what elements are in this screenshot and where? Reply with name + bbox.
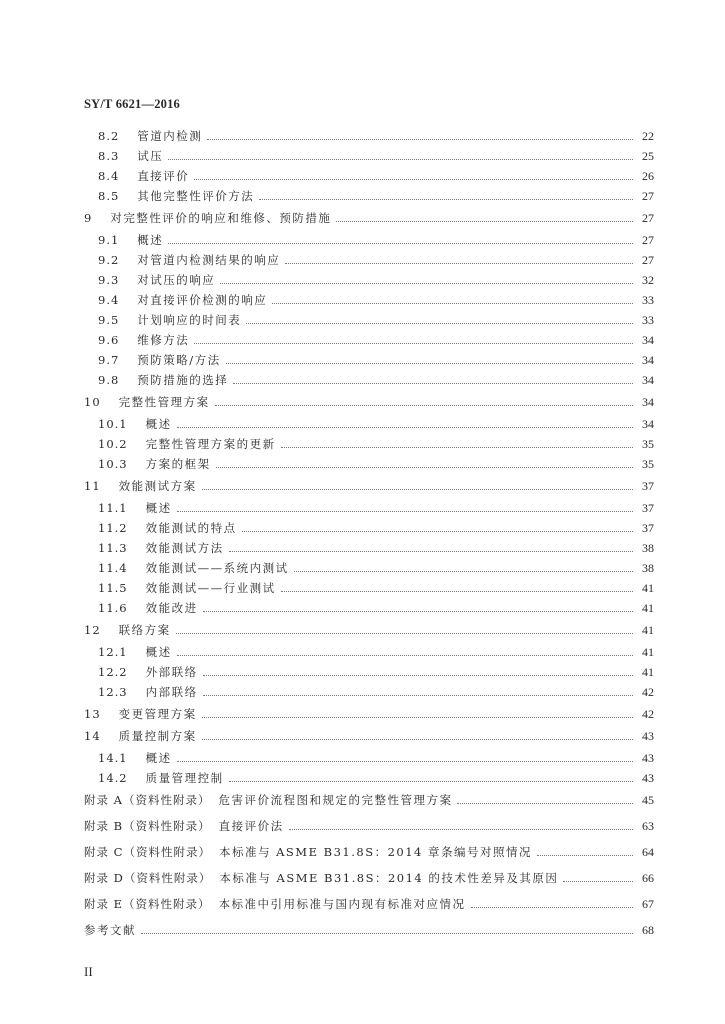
toc-entry[interactable] <box>84 270 654 290</box>
toc-entry-number: 8.4 <box>98 169 120 183</box>
toc-entry-page: 42 <box>642 684 654 699</box>
toc-entry-title: 本标准与 ASME B31.8S：2014 的技术性差异及其原因 <box>219 871 559 885</box>
toc-entry-title: 外部联络 <box>145 665 198 679</box>
dot-leader <box>272 302 633 304</box>
toc-entry-number: 11.1 <box>98 501 128 515</box>
toc-entry-page: 43 <box>642 750 654 765</box>
toc-entry-title: 对完整性评价的响应和维修、预防措施 <box>110 211 332 225</box>
dot-leader <box>281 590 633 592</box>
toc-entry-title: 概述 <box>145 417 172 431</box>
toc-entry-page: 25 <box>642 148 654 163</box>
toc-entry[interactable] <box>84 186 654 206</box>
dot-leader <box>203 610 633 612</box>
toc-entry[interactable] <box>84 350 654 370</box>
toc-entry-number: 12 <box>84 623 101 637</box>
dot-leader <box>289 828 633 830</box>
toc-entry-page: 63 <box>642 818 654 833</box>
toc-entry-number: 10.2 <box>98 437 128 451</box>
toc-entry-page: 34 <box>642 352 654 367</box>
toc-entry-title: 预防措施的选择 <box>137 373 229 387</box>
toc-entry-number: 9.8 <box>98 373 120 387</box>
dot-leader <box>246 322 633 324</box>
dot-leader <box>177 760 633 762</box>
dot-leader <box>177 426 633 428</box>
toc-entry-page: 42 <box>642 706 654 721</box>
dot-leader <box>141 932 633 934</box>
toc-entry-page: 33 <box>642 292 654 307</box>
toc-entry[interactable] <box>84 126 654 146</box>
toc-entry[interactable] <box>84 290 654 310</box>
dot-leader <box>563 880 633 882</box>
toc-entry-title: 危害评价流程图和规定的完整性管理方案 <box>218 793 453 807</box>
toc-entry[interactable] <box>84 476 654 496</box>
toc-entry-title: 效能测试方法 <box>145 541 224 555</box>
toc-entry[interactable] <box>84 166 654 186</box>
dot-leader <box>202 738 633 740</box>
toc-entry[interactable] <box>84 146 654 166</box>
toc-entry-title: 试压 <box>137 149 164 163</box>
toc-entry[interactable] <box>84 768 654 788</box>
toc-entry-title: 质量控制方案 <box>118 729 197 743</box>
dot-leader <box>259 198 633 200</box>
toc-entry-number: 11.5 <box>98 581 128 595</box>
dot-leader <box>242 530 633 532</box>
dot-leader <box>216 466 633 468</box>
toc-entry-title: 效能改进 <box>145 601 198 615</box>
toc-entry-title: 方案的框架 <box>145 457 211 471</box>
toc-entry-title: 计划响应的时间表 <box>137 313 242 327</box>
toc-entry-title: 对试压的响应 <box>137 273 216 287</box>
toc-entry-number: 14 <box>84 729 101 743</box>
toc-entry[interactable] <box>84 662 654 682</box>
toc-entry-number: 14.2 <box>98 771 128 785</box>
dot-leader <box>471 906 633 908</box>
toc-entry-page: 43 <box>642 770 654 785</box>
toc-entry-number: 附录 A（资料性附录） <box>84 793 211 807</box>
toc-entry[interactable] <box>84 370 654 390</box>
toc-entry-title: 参考文献 <box>84 923 136 937</box>
toc-entry-page: 35 <box>642 436 654 451</box>
toc-entry[interactable] <box>84 920 654 940</box>
toc-entry[interactable] <box>84 498 654 518</box>
toc-entry-page: 32 <box>642 272 654 287</box>
toc-entry-page: 34 <box>642 372 654 387</box>
toc-entry-title: 对管道内检测结果的响应 <box>137 253 281 267</box>
toc-entry-page: 27 <box>642 252 654 267</box>
toc-entry-number: 9.3 <box>98 273 120 287</box>
toc-entry[interactable] <box>84 790 654 810</box>
toc-entry[interactable] <box>84 642 654 662</box>
toc-entry-page: 26 <box>642 168 654 183</box>
toc-entry[interactable] <box>84 842 654 862</box>
dot-leader <box>457 802 633 804</box>
toc-entry-number: 9.2 <box>98 253 120 267</box>
toc-entry-page: 38 <box>642 540 654 555</box>
toc-entry-number: 12.2 <box>98 665 128 679</box>
dot-leader <box>176 632 633 634</box>
toc-entry-number: 10 <box>84 395 101 409</box>
toc-entry-title: 直接评价 <box>137 169 190 183</box>
toc-entry-page: 27 <box>642 232 654 247</box>
dot-leader <box>168 242 633 244</box>
dot-leader <box>281 446 633 448</box>
toc-entry-number: 9.7 <box>98 353 120 367</box>
toc-entry-title: 质量管理控制 <box>145 771 224 785</box>
toc-entry-page: 41 <box>642 600 654 615</box>
toc-entry-title: 效能测试——行业测试 <box>145 581 276 595</box>
toc-entry-number: 11.6 <box>98 601 128 615</box>
toc-entry-page: 37 <box>642 520 654 535</box>
dot-leader <box>537 854 633 856</box>
toc-entry-number: 12.1 <box>98 645 128 659</box>
toc-entry-number: 9.5 <box>98 313 120 327</box>
toc-entry-number: 附录 C（资料性附录） <box>84 845 211 859</box>
toc-entry-title: 本标准中引用标准与国内现有标准对应情况 <box>218 897 466 911</box>
toc-entry-page: 38 <box>642 560 654 575</box>
toc-entry[interactable] <box>84 434 654 454</box>
toc-entry-page: 34 <box>642 416 654 431</box>
toc-entry-title: 概述 <box>145 751 172 765</box>
toc-entry-page: 34 <box>642 394 654 409</box>
dot-leader <box>233 382 633 384</box>
dot-leader <box>226 362 633 364</box>
toc-entry-title: 概述 <box>145 645 172 659</box>
toc-entry-number: 11.4 <box>98 561 128 575</box>
toc-entry-page: 41 <box>642 580 654 595</box>
toc-entry[interactable] <box>84 392 654 412</box>
toc-entry[interactable] <box>84 816 654 836</box>
toc-entry-number: 附录 B（资料性附录） <box>84 819 211 833</box>
dot-leader <box>220 282 633 284</box>
toc-entry-number: 14.1 <box>98 751 128 765</box>
toc-entry-title: 效能测试——系统内测试 <box>145 561 289 575</box>
toc-entry-title: 本标准与 ASME B31.8S：2014 章条编号对照情况 <box>218 845 532 859</box>
toc-entry-title: 效能测试方案 <box>118 479 197 493</box>
toc-entry-number: 8.2 <box>98 129 120 143</box>
toc-entry[interactable] <box>84 894 654 914</box>
toc-entry-number: 10.1 <box>98 417 128 431</box>
dot-leader <box>177 654 633 656</box>
dot-leader <box>203 674 633 676</box>
toc-entry-title: 维修方法 <box>137 333 190 347</box>
toc-entry-page: 27 <box>642 210 654 225</box>
toc-entry-page: 41 <box>642 622 654 637</box>
toc-entry-title: 其他完整性评价方法 <box>137 189 255 203</box>
toc-entry[interactable] <box>84 250 654 270</box>
dot-leader <box>202 716 633 718</box>
toc-entry-number: 11.2 <box>98 521 128 535</box>
toc-entry[interactable] <box>84 310 654 330</box>
toc-entry[interactable] <box>84 538 654 558</box>
toc-entry-page: 68 <box>642 922 654 937</box>
toc-entry-title: 概述 <box>137 233 164 247</box>
toc-entry-page: 27 <box>642 188 654 203</box>
toc-entry-number: 12.3 <box>98 685 128 699</box>
toc-entry-title: 完整性管理方案的更新 <box>145 437 276 451</box>
dot-leader <box>194 178 633 180</box>
toc-entry-title: 效能测试的特点 <box>145 521 237 535</box>
toc-entry[interactable] <box>84 578 654 598</box>
toc-entry-number: 11 <box>84 479 101 493</box>
toc-entry-title: 预防策略/方法 <box>137 353 221 367</box>
toc-entry[interactable] <box>84 726 654 746</box>
toc-entry-title: 概述 <box>145 501 172 515</box>
toc-entry-title: 变更管理方案 <box>118 707 197 721</box>
toc-entry-title: 联络方案 <box>118 623 171 637</box>
toc-entry-page: 41 <box>642 664 654 679</box>
toc-entry[interactable] <box>84 704 654 724</box>
toc-entry[interactable] <box>84 330 654 350</box>
page-number-footer: II <box>84 964 93 979</box>
toc-entry-number: 附录 D（资料性附录） <box>84 871 212 885</box>
dot-leader <box>177 510 633 512</box>
toc-entry-page: 43 <box>642 728 654 743</box>
toc-entry-page: 35 <box>642 456 654 471</box>
toc-entry[interactable] <box>84 230 654 250</box>
toc-entry-number: 附录 E（资料性附录） <box>84 897 211 911</box>
dot-leader <box>336 220 633 222</box>
toc-entry-page: 34 <box>642 332 654 347</box>
toc-entry[interactable] <box>84 208 654 228</box>
toc-entry-number: 8.3 <box>98 149 120 163</box>
toc-entry[interactable] <box>84 598 654 618</box>
toc-entry[interactable] <box>84 748 654 768</box>
toc-entry[interactable] <box>84 682 654 702</box>
toc-entry-number: 9.4 <box>98 293 120 307</box>
dot-leader <box>203 694 633 696</box>
toc-entry[interactable] <box>84 518 654 538</box>
dot-leader <box>202 488 633 490</box>
toc-entry-number: 9 <box>84 211 93 225</box>
toc-entry-number: 11.3 <box>98 541 128 555</box>
toc-entry-number: 9.6 <box>98 333 120 347</box>
dot-leader <box>285 262 633 264</box>
dot-leader <box>194 342 633 344</box>
toc-entry[interactable] <box>84 414 654 434</box>
toc-entry[interactable] <box>84 868 654 888</box>
toc-entry[interactable] <box>84 454 654 474</box>
toc-entry-page: 22 <box>642 128 654 143</box>
toc-entry-number: 13 <box>84 707 101 721</box>
toc-entry-page: 37 <box>642 478 654 493</box>
toc-entry-number: 8.5 <box>98 189 120 203</box>
toc-entry-title: 完整性管理方案 <box>118 395 210 409</box>
toc-entry-page: 37 <box>642 500 654 515</box>
dot-leader <box>229 780 633 782</box>
toc-entry[interactable] <box>84 558 654 578</box>
toc-entry-page: 41 <box>642 644 654 659</box>
dot-leader <box>207 138 633 140</box>
toc-entry-title: 管道内检测 <box>137 129 203 143</box>
toc-entry[interactable] <box>84 620 654 640</box>
toc-entry-page: 66 <box>642 870 654 885</box>
toc-entry-page: 45 <box>642 792 654 807</box>
toc-entry-page: 33 <box>642 312 654 327</box>
toc-entry-number: 10.3 <box>98 457 128 471</box>
standard-code-header: SY/T 6621—2016 <box>84 97 180 111</box>
dot-leader <box>168 158 633 160</box>
toc-entry-page: 64 <box>642 844 654 859</box>
dot-leader <box>294 570 633 572</box>
dot-leader <box>229 550 633 552</box>
toc-entry-page: 67 <box>642 896 654 911</box>
toc-entry-title: 直接评价法 <box>218 819 284 833</box>
toc-entry-title: 对直接评价检测的响应 <box>137 293 268 307</box>
dot-leader <box>215 404 633 406</box>
toc-entry-number: 9.1 <box>98 233 120 247</box>
toc-entry-title: 内部联络 <box>145 685 198 699</box>
